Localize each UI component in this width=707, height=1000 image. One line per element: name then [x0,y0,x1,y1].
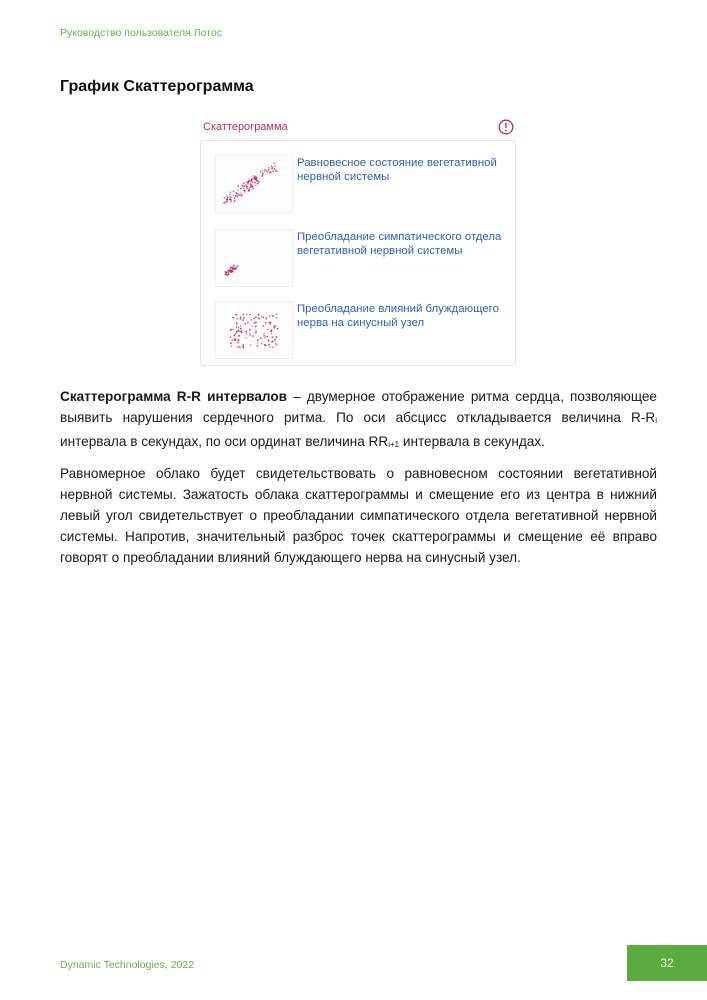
scatter-dot [234,268,236,270]
paragraph-definition [60,386,657,455]
scatter-dot [243,182,245,184]
text-span: интервала в секундах. [399,434,545,449]
scatter-dot [250,344,252,346]
scatter-dot [230,267,232,269]
scatter-dot [250,180,252,182]
scatter-dot [242,347,244,349]
scatter-dot [240,328,242,330]
scatter-dot [230,197,232,199]
scatter-dot [248,190,250,192]
scatter-dot [236,346,238,348]
scatter-dot [231,339,233,341]
scatter-dot [253,318,255,320]
scatter-thumbnail-vagal [215,301,293,359]
scatter-dot [257,339,259,341]
scatter-dot [237,339,239,341]
scatter-dot [246,187,248,189]
scatter-dot [252,335,254,337]
scatter-dot [251,179,253,181]
scatter-dot [236,331,238,333]
scatter-dot [226,199,228,201]
scatter-dot [270,171,272,173]
scatter-dot [267,172,269,174]
scatter-dot [255,326,257,328]
legend-item-balanced [201,153,515,217]
scatter-dot [262,172,264,174]
scatter-dot [255,179,257,181]
scatter-dot [272,171,274,173]
scatter-dot [276,313,278,315]
scatter-dot [233,335,235,337]
scatter-dot [274,165,276,167]
scatter-dot [230,342,232,344]
scatter-dot [244,185,246,187]
scatter-dot [237,265,239,267]
scatter-dot [254,322,256,324]
scatter-dot [246,333,248,335]
scatter-dot [266,170,268,172]
scatter-dot [237,185,239,187]
scatter-dot [253,175,255,177]
scatter-dot [269,321,271,323]
scatter-dot [239,194,241,196]
scatter-dot [255,185,257,187]
scatter-dot [240,325,242,327]
scatter-dot [272,336,274,338]
scatter-dot [232,329,234,331]
scatter-diagonal-cloud-icon [216,156,292,212]
scatter-dot [246,181,248,183]
scatter-dot [247,183,249,185]
scatter-dot [248,188,250,190]
scatter-dot [242,344,244,346]
scatter-dot [236,323,238,325]
scatter-dot [261,343,263,345]
scatter-dot [269,346,271,348]
scatter-dot [241,192,243,194]
scatter-dot [229,191,231,193]
scatter-dot [245,184,247,186]
scatter-dot [258,314,260,316]
scatter-dot [225,274,227,276]
scattergram-legend-box [200,140,516,366]
scatter-dot [274,339,276,341]
scatter-dot [256,177,258,179]
scatter-dot [258,317,260,319]
scatter-dot [249,329,251,331]
scatter-dot [268,344,270,346]
scatter-dot [229,336,231,338]
text-span: – двумерное отображение ритма сердца, позволяющее выявить нарушения сердечного ритма. По оси абсцисс откладывается величина R-R [60,389,657,425]
scatter-dot [230,329,232,331]
scatter-dot [257,345,259,347]
scatter-dot [238,327,240,329]
scatter-dot [237,193,239,195]
scatter-dot [265,322,267,324]
scatter-dot [249,332,251,334]
scatter-dot [229,194,231,196]
scatter-dot [250,187,252,189]
scatter-dot [224,197,226,199]
scatter-compact-cloud-icon [216,230,292,286]
scatter-dot [266,336,268,338]
scatter-dot [255,330,257,332]
scatter-dot [268,169,270,171]
scatter-dot [265,344,267,346]
scatter-dot [254,178,256,180]
scatter-dot [277,328,279,330]
scatter-dot [255,317,257,319]
legend-item-vagal [201,299,515,363]
scatter-dot [232,195,234,197]
scatter-dot [252,188,254,190]
scatter-dot [243,187,245,189]
scatter-dot [232,317,234,319]
scatter-thumbnail-balanced [215,155,293,213]
scatter-dot [255,332,257,334]
scatter-dot [226,195,228,197]
scatter-dot [237,318,239,320]
legend-item-sympathetic [201,227,515,291]
scatter-dot [227,201,229,203]
scatter-dot [249,334,251,336]
scatter-dot [236,314,238,316]
scatter-dot [267,329,269,331]
scatter-dot [272,315,274,317]
scatter-dot [251,326,253,328]
scatter-dot [240,188,242,190]
scatter-dot [257,183,259,185]
scatter-dot [254,182,256,184]
scatter-dot [244,190,246,192]
scatter-dot [249,314,251,316]
scatter-dot [243,314,245,316]
scatter-dot [247,322,249,324]
scatter-dot [263,325,265,327]
text-span: интервала в секундах, по оси ординат величина RR [60,434,389,449]
scatter-dot [243,317,245,319]
scatter-dot [272,347,274,349]
scatter-dot [262,316,264,318]
scatter-dot [261,175,263,177]
legend-caption: Преобладание симпатического отдела вегетативной нервной системы [297,231,502,257]
term-bold: Скаттерограмма R-R интервалов [60,389,288,404]
widget-title: Скаттерограмма [203,121,288,133]
scatter-dot [269,315,271,317]
scatter-dot [239,346,241,348]
scatter-dot [242,319,244,321]
scatter-dot [235,267,237,269]
scatter-dot [251,184,253,186]
scatter-dot [272,341,274,343]
scatter-dot [232,268,234,270]
scatter-dot [245,337,247,339]
scatter-dot [252,181,254,183]
page-number: 32 [627,945,707,981]
scatter-dot [268,341,270,343]
scatter-dot [234,200,236,202]
scatter-dot [258,181,260,183]
scatter-dot [240,317,242,319]
scatter-dot [238,190,240,192]
scatter-dot [257,342,259,344]
scatter-dot [233,265,235,267]
scatter-dot [273,162,275,164]
scatter-dot [274,168,276,170]
scatter-dot [236,326,238,328]
scatter-dot [260,337,262,339]
scatter-dot [231,270,233,272]
scatter-dot [260,171,262,173]
scatter-dot [226,272,228,274]
scatter-dot [231,345,233,347]
scatter-dot [234,339,236,341]
scatter-dot [276,170,278,172]
scatter-dot [268,167,270,169]
scatter-dot [274,327,276,329]
subscript: i [655,416,657,425]
running-header: Руководство пользователя Лотос [60,27,222,39]
footer-company: Dynamic Technologies, 2022 [60,959,195,971]
info-icon[interactable] [498,119,514,135]
scatter-dot [271,333,273,335]
subscript: i+1 [388,440,400,449]
scatter-dot [224,201,226,203]
scatter-dot [263,333,265,335]
scatter-dot [275,343,277,345]
scatter-dot [240,318,242,320]
scatter-dot [275,317,277,319]
scatter-dot [271,329,273,331]
scatter-dot [234,197,236,199]
scatter-dot [235,333,237,335]
scatter-dot [236,192,238,194]
scattergram-widget [200,116,516,366]
scatter-dot [245,331,247,333]
scatter-dot [276,336,278,338]
scatter-dot [261,316,263,318]
scatter-dot [251,319,253,321]
scatter-dot [241,195,243,197]
scatter-dot [273,325,275,327]
scatter-thumbnail-sympathetic [215,229,293,287]
scatter-dot [265,318,267,320]
scatter-dot [241,330,243,332]
scatter-dot [236,196,238,198]
scatter-dot [241,185,243,187]
scatter-dot [264,169,266,171]
scatter-dot [228,274,230,276]
scatter-dot [270,165,272,167]
scatter-dot [233,190,235,192]
legend-caption: Равновесное состояние вегетативной нервной системы [297,157,497,183]
scatter-dot [271,168,273,170]
section-title: График Скаттерограмма [60,78,254,95]
scatter-dot [246,314,248,316]
scatter-dot [261,170,263,172]
scatter-dot [230,200,232,202]
scatter-dot [237,341,239,343]
paragraph-interpretation: Равномерное облако будет свидетельствовать о равновесном состоянии вегетативной нервной системы. Зажатость облака скаттерограммы и смещение его из центра в нижний левый угол свидетельствует о преобладании симпатического отдела вегетативной нервной системы. Напротив, значительный разброс точек скаттерограммы и смещение её вправо говорят о преобладании влияний блуждающего нерва на синусный узел. [60,466,657,565]
legend-caption: Преобладание влияний блуждающего нерва на синусный узел [297,303,499,329]
scatter-dot [238,335,240,337]
scatter-dot [244,323,246,325]
scatter-dot [228,270,230,272]
body-text [60,386,657,576]
scatter-dot [248,181,250,183]
scatter-wide-cloud-icon [216,302,292,358]
